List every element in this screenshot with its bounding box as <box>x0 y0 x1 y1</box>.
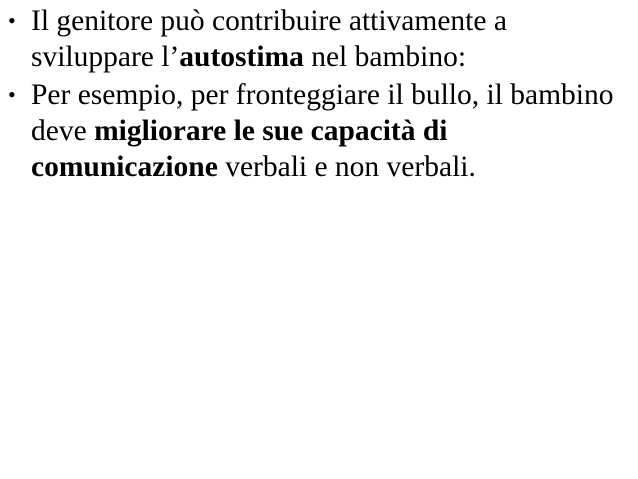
text-segment: Per esempio, per fronteggiare il bullo, il bambino deve <box>31 79 614 147</box>
text-segment: verbali e non verbali. <box>217 151 476 183</box>
bold-text-segment: migliorare le sue capacità di comunicazione <box>31 115 448 183</box>
bullet-icon: • <box>8 8 16 33</box>
text-segment: nel bambino: <box>303 41 467 73</box>
bullet-item-comunicazione <box>8 77 632 185</box>
text-segment: Il genitore può contribuire attivamente a sviluppare l’ <box>31 5 507 73</box>
bold-text-segment: autostima <box>179 41 304 73</box>
bullet-icon: • <box>8 82 16 107</box>
bullet-text <box>31 79 613 183</box>
bullet-list <box>8 3 632 187</box>
bullet-item-autostima <box>8 3 632 75</box>
bullet-text <box>31 5 507 73</box>
